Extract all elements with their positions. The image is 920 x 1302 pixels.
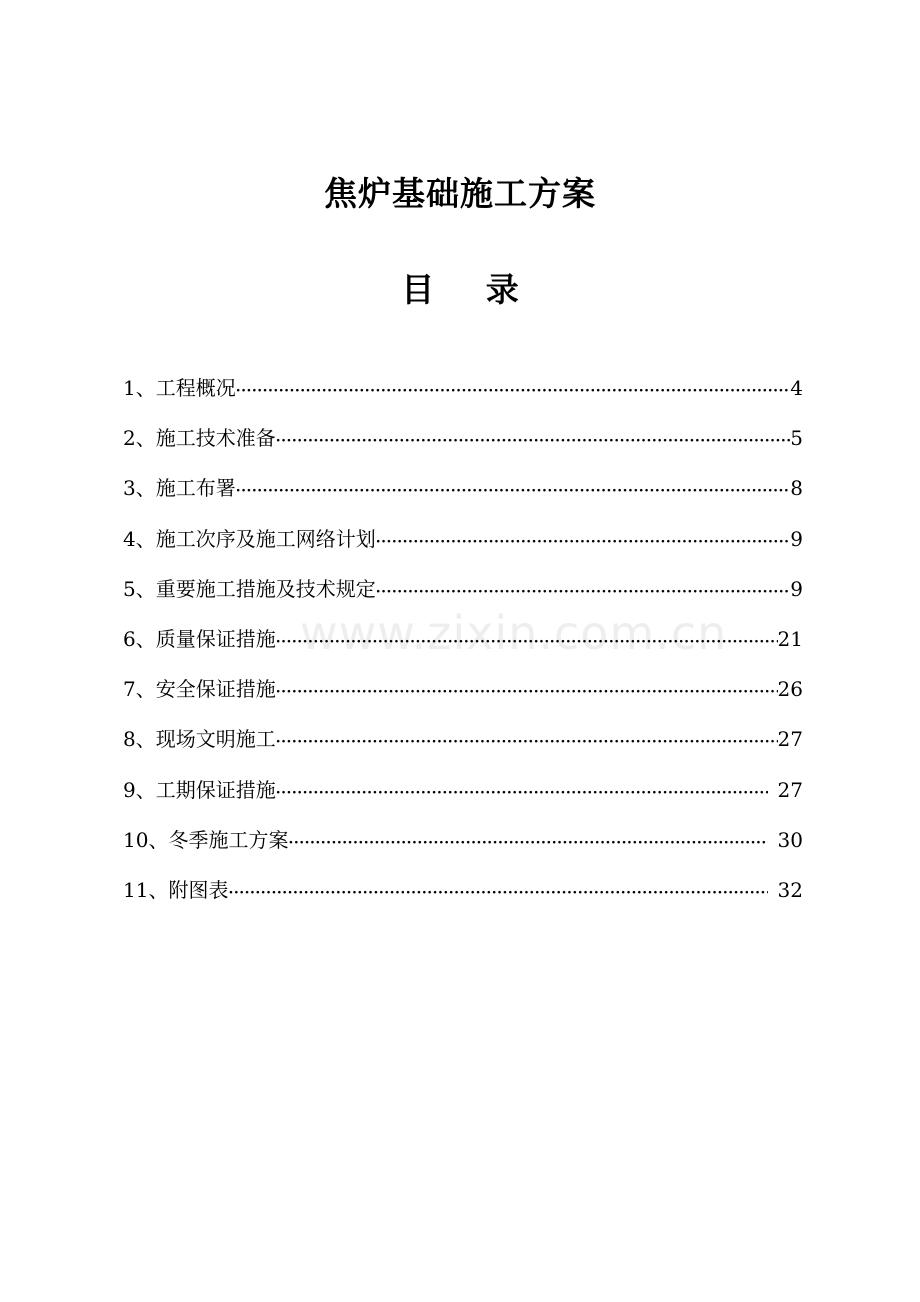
- toc-entry[interactable]: [123, 772, 803, 822]
- toc-entry[interactable]: [123, 721, 803, 771]
- toc-entry-page: 21: [777, 626, 803, 651]
- toc-entry-label: 6、质量保证措施: [123, 626, 276, 651]
- toc-entry[interactable]: [123, 671, 803, 721]
- toc-entry-page: 9: [790, 576, 803, 601]
- table-of-contents: [123, 370, 803, 922]
- toc-entry[interactable]: [123, 470, 803, 520]
- toc-entry[interactable]: [123, 571, 803, 621]
- toc-entry[interactable]: [123, 420, 803, 470]
- toc-entry-page: 27: [777, 727, 803, 752]
- toc-entry-label: 11、附图表: [123, 877, 229, 902]
- toc-entry-page: 27: [777, 777, 803, 802]
- toc-entry-label: 9、工期保证措施: [123, 777, 276, 802]
- toc-entry-page: 9: [790, 526, 803, 551]
- toc-entry-page: 5: [790, 426, 803, 451]
- toc-entry-page: 32: [777, 877, 803, 902]
- toc-entry-label: 2、施工技术准备: [123, 426, 276, 451]
- toc-leader-dots: [288, 825, 767, 861]
- toc-entry-label: 10、冬季施工方案: [123, 827, 289, 852]
- toc-entry-label: 8、现场文明施工: [123, 727, 276, 752]
- toc-entry[interactable]: [123, 370, 803, 420]
- toc-leader-dots: [276, 674, 778, 710]
- toc-entry-page: 30: [777, 827, 803, 852]
- toc-entry-label: 5、重要施工措施及技术规定: [123, 576, 376, 601]
- toc-leader-dots: [276, 423, 791, 459]
- toc-entry[interactable]: [123, 621, 803, 671]
- toc-entry-label: 7、安全保证措施: [123, 677, 276, 702]
- toc-leader-dots: [236, 373, 791, 409]
- toc-leader-dots: [376, 524, 791, 560]
- toc-entry[interactable]: [123, 822, 803, 872]
- toc-entry-page: 26: [777, 677, 803, 702]
- toc-leader-dots: [376, 574, 791, 610]
- toc-leader-dots: [276, 775, 768, 811]
- toc-entry-label: 3、施工布署: [123, 476, 236, 501]
- toc-leader-dots: [276, 624, 778, 660]
- toc-leader-dots: [228, 875, 767, 911]
- toc-leader-dots: [276, 724, 778, 760]
- toc-entry[interactable]: [123, 521, 803, 571]
- document-title: 焦炉基础施工方案: [324, 174, 596, 213]
- toc-entry-page: 8: [790, 476, 803, 501]
- toc-entry-page: 4: [790, 376, 803, 400]
- toc-heading: 目 录: [401, 270, 539, 309]
- toc-entry[interactable]: [123, 872, 803, 922]
- watermark: www.zixin.com.cn: [300, 606, 728, 660]
- toc-entry-label: 4、施工次序及施工网络计划: [123, 526, 376, 551]
- toc-leader-dots: [236, 473, 791, 509]
- toc-entry-label: 1、工程概况: [123, 376, 236, 400]
